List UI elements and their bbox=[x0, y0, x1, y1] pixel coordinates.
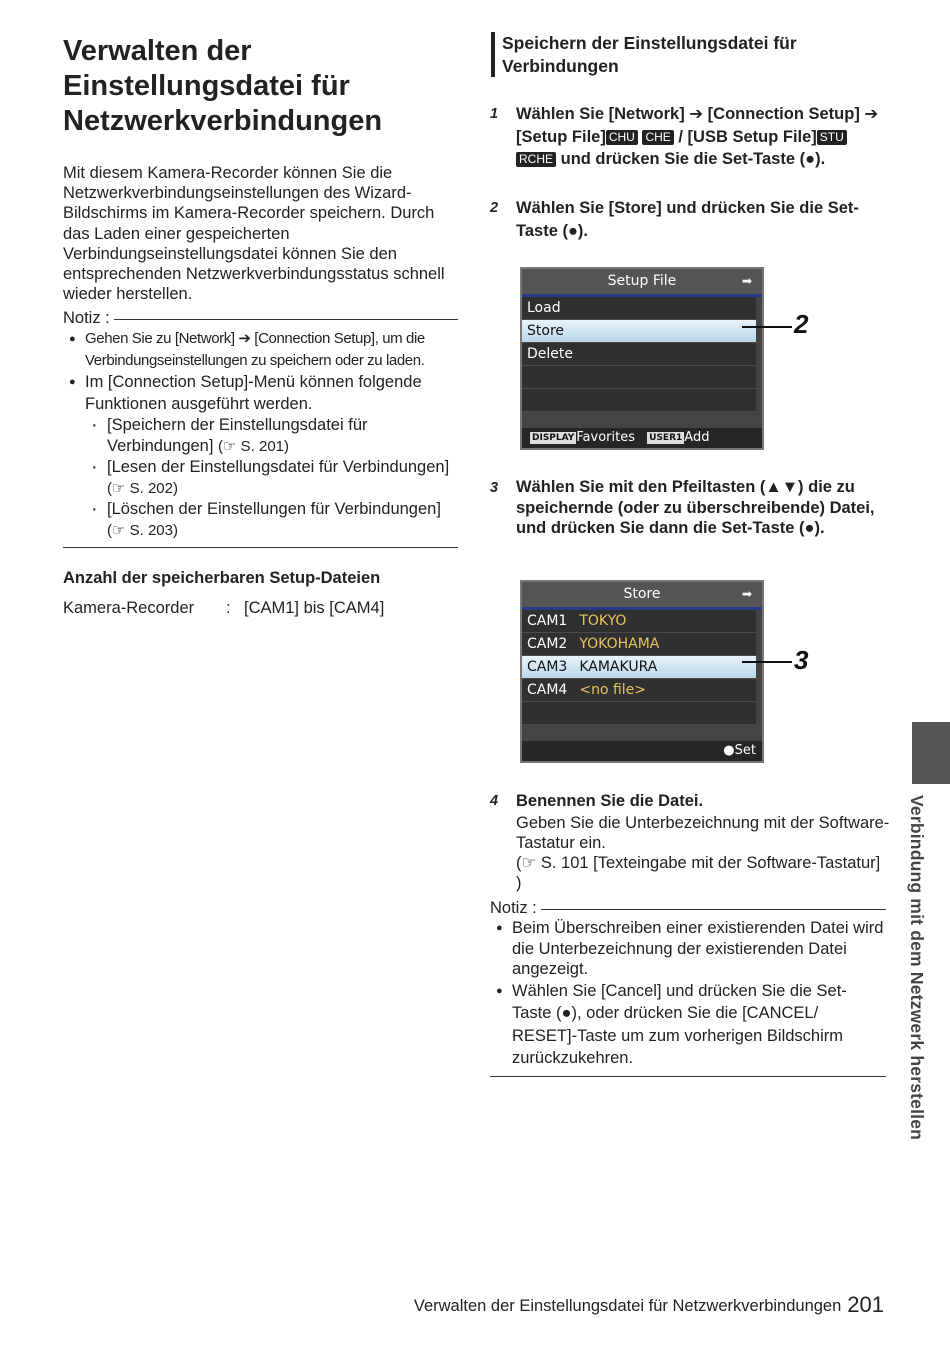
screen-footer bbox=[522, 741, 762, 761]
file-row-selected[interactable] bbox=[522, 656, 756, 679]
model-tag: CHU bbox=[606, 130, 638, 145]
page-reference: (☞ S. 203) bbox=[107, 521, 178, 539]
page-number: 201 bbox=[847, 1292, 884, 1317]
cam-slot: CAM1 bbox=[527, 613, 568, 629]
step-text: Wählen Sie mit den Pfeiltasten (▲▼) die zu speichernde (oder zu überschreibende) Datei, und drücken Sie dann die Set-Taste (●). bbox=[516, 478, 875, 537]
callout-line bbox=[742, 326, 792, 328]
menu-item-empty bbox=[522, 389, 756, 412]
right-note-box bbox=[490, 899, 886, 1077]
step-1 bbox=[490, 103, 890, 171]
step-text-part: Wählen Sie [Network] ➔ [Connection Setup] ➔ [Setup File] bbox=[516, 105, 879, 146]
screen-title-bar bbox=[522, 582, 762, 610]
set-label: ●Set bbox=[723, 743, 756, 758]
step-text bbox=[516, 103, 890, 171]
note-sublist bbox=[85, 415, 458, 541]
add-label: Add bbox=[684, 430, 710, 445]
menu-item-delete[interactable]: Delete bbox=[522, 343, 756, 366]
file-row-empty bbox=[522, 702, 756, 725]
callout-line bbox=[742, 661, 792, 663]
callout-number: 2 bbox=[794, 309, 809, 339]
note-subitem bbox=[85, 457, 458, 499]
step-text: Wählen Sie [Store] und drücken Sie die Set-Taste (●). bbox=[516, 199, 859, 240]
cam-slot: CAM4 bbox=[527, 682, 568, 698]
note-item: ● Beim Überschreiben einer existierenden Datei wird die Unterbezeichnung der existierenden Datei angezeigt. bbox=[490, 918, 886, 980]
page-reference: (☞ S. 201) bbox=[218, 437, 290, 455]
file-name: KAMAKURA bbox=[579, 659, 658, 675]
cam-slot: CAM3 bbox=[527, 659, 568, 675]
step-reference: (☞ S. 101 [Texteingabe mit der Software-Tastatur] ) bbox=[516, 853, 881, 892]
screen-title: Store bbox=[623, 586, 661, 602]
chapter-tab-label bbox=[898, 795, 942, 1195]
note-subitem bbox=[85, 415, 458, 457]
file-name: <no file> bbox=[579, 682, 647, 698]
step-number: 3 bbox=[490, 480, 499, 496]
file-row[interactable] bbox=[522, 679, 756, 702]
model-tag: RCHE bbox=[516, 152, 556, 167]
file-row[interactable] bbox=[522, 610, 756, 633]
note-label: Notiz : bbox=[63, 309, 110, 327]
subitem-text: [Speichern der Einstellungsdatei für Verbindungen] bbox=[107, 416, 368, 455]
chapter-tab bbox=[912, 722, 950, 784]
user1-key: USER1 bbox=[649, 433, 683, 443]
note-header bbox=[490, 899, 886, 918]
page-title: Verwalten der Einstellungsdatei für Netzwerkverbindungen bbox=[63, 35, 383, 137]
step-number: 1 bbox=[490, 106, 499, 122]
note-item-text: Im [Connection Setup]-Menü können folgende Funktionen ausgeführt werden. bbox=[85, 373, 422, 413]
step-body: Geben Sie die Unterbezeichnung mit der Software-Tastatur ein. bbox=[516, 813, 890, 852]
cam-slot: CAM2 bbox=[527, 636, 568, 652]
store-screen bbox=[520, 580, 764, 763]
note-end-rule bbox=[490, 1076, 886, 1077]
screen-title: Setup File bbox=[607, 273, 677, 289]
step-text-part: / [USB Setup File] bbox=[678, 127, 817, 146]
step-2 bbox=[490, 197, 890, 242]
footer-title: Verwalten der Einstellungsdatei für Netzwerkverbindungen bbox=[413, 1297, 842, 1315]
count-value: [CAM1] bis [CAM4] bbox=[244, 599, 385, 617]
note-subitem bbox=[85, 499, 458, 541]
screen-title-bar bbox=[522, 269, 762, 297]
count-label: Kamera-Recorder bbox=[63, 599, 195, 617]
menu-item-store[interactable]: Store bbox=[522, 320, 756, 343]
note-item: ● Gehen Sie zu [Network] ➔ [Connection Setup], um die Verbindungseinstellungen zu speichern oder zu laden. bbox=[63, 328, 458, 372]
section-heading: Speichern der Einstellungsdatei für Verbindungen bbox=[491, 32, 882, 77]
chapter-title: Verbindung mit dem Netzwerk herstellen bbox=[907, 795, 927, 1141]
step-number: 4 bbox=[490, 793, 499, 809]
note-list bbox=[490, 918, 886, 1070]
menu-item-empty bbox=[522, 366, 756, 389]
callout-number: 3 bbox=[794, 645, 809, 675]
note-header bbox=[63, 309, 458, 328]
note-item bbox=[63, 372, 458, 541]
screen-footer bbox=[522, 428, 762, 448]
left-note-box bbox=[63, 309, 458, 548]
subitem-text: [Löschen der Einstellungen für Verbindungen] bbox=[107, 500, 441, 518]
count-separator: : bbox=[226, 599, 231, 617]
note-end-rule bbox=[63, 547, 458, 548]
page-footer bbox=[414, 1292, 884, 1318]
step-4 bbox=[490, 790, 890, 893]
display-key: DISPLAY bbox=[532, 433, 575, 443]
setup-file-screen bbox=[520, 267, 764, 450]
note-list bbox=[63, 328, 458, 541]
file-name: YOKOHAMA bbox=[579, 636, 660, 652]
step-3 bbox=[490, 477, 890, 539]
intro-paragraph: Mit diesem Kamera-Recorder können Sie die Netzwerkverbindungseinstellungen des Wizard-Bildschirms im Kamera-Recorder speichern. Durch das Laden einer gespeicherten Verbindungseinstellungsdatei können Sie den entsprechenden Netzwerkverbindungsstatus schnell wieder herstellen. bbox=[63, 164, 445, 304]
step-text-part: und drücken Sie die Set-Taste (●). bbox=[560, 150, 826, 168]
note-label: Notiz : bbox=[490, 899, 537, 917]
step-title: Benennen Sie die Datei. bbox=[516, 792, 704, 810]
plug-icon: ➡ bbox=[741, 587, 752, 601]
model-tag: CHE bbox=[642, 130, 673, 145]
step-number: 2 bbox=[490, 200, 499, 216]
file-row[interactable] bbox=[522, 633, 756, 656]
count-row bbox=[63, 599, 384, 618]
file-name: TOKYO bbox=[579, 613, 627, 629]
count-heading: Anzahl der speicherbaren Setup-Dateien bbox=[63, 569, 381, 587]
page-reference: (☞ S. 202) bbox=[107, 479, 178, 497]
menu-item-load[interactable]: Load bbox=[522, 297, 756, 320]
favorites-label: Favorites bbox=[576, 430, 635, 445]
note-item: ● Wählen Sie [Cancel] und drücken Sie die Set-Taste (●), oder drücken Sie die [CANCEL/ RESET]-Taste um zum vorherigen Bildschirm zurückzukehren. bbox=[490, 980, 886, 1070]
model-tag: STU bbox=[817, 130, 847, 145]
subitem-text: [Lesen der Einstellungsdatei für Verbindungen] bbox=[107, 458, 450, 476]
plug-icon: ➡ bbox=[741, 274, 752, 288]
